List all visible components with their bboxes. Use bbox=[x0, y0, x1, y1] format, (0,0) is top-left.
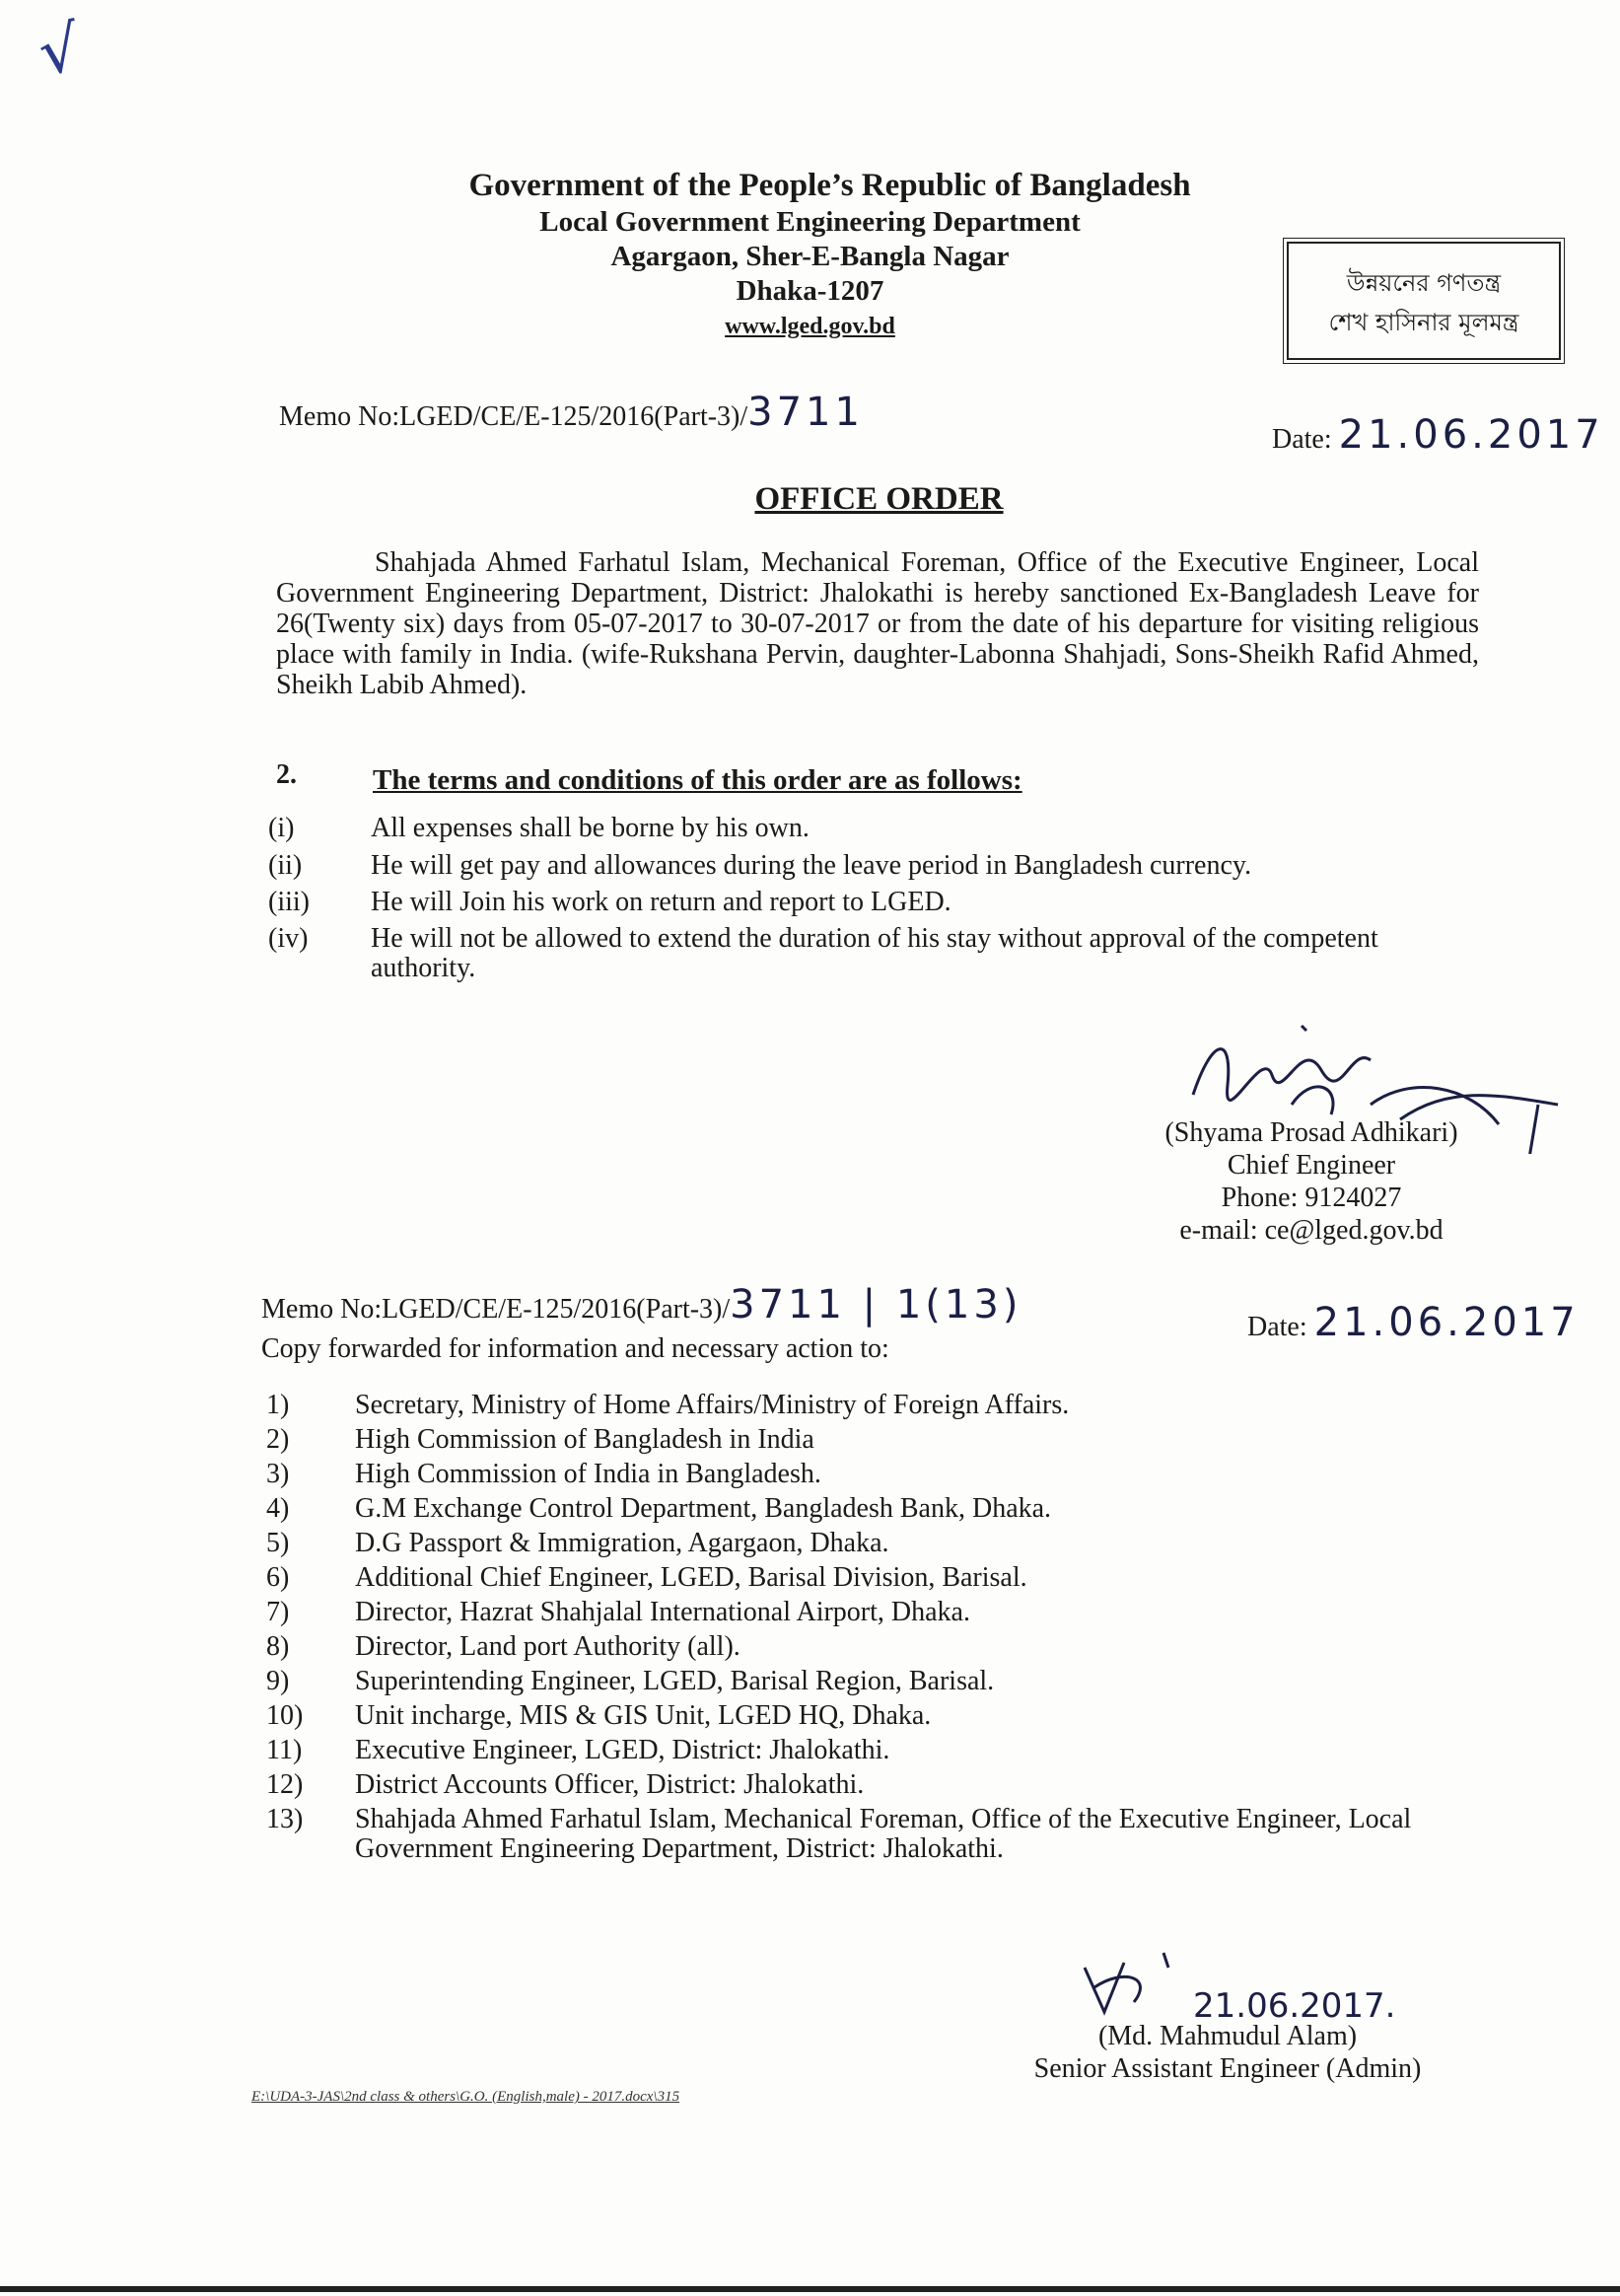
distribution-text: Director, Hazrat Shahjalal International Airport, Dhaka. bbox=[355, 1597, 970, 1627]
distribution-item bbox=[266, 1701, 1479, 1731]
signatory-2-designation: Senior Assistant Engineer (Admin) bbox=[1033, 2053, 1422, 2084]
distribution-text: High Commission of India in Bangladesh. bbox=[355, 1459, 821, 1489]
distribution-item bbox=[266, 1805, 1479, 1864]
distribution-number: 12) bbox=[266, 1769, 304, 1800]
distribution-item bbox=[266, 1667, 1479, 1696]
distribution-item bbox=[266, 1563, 1479, 1593]
letterhead-city: Dhaka-1207 bbox=[736, 275, 884, 307]
date-label: Date: bbox=[1272, 424, 1332, 455]
condition-number: (ii) bbox=[268, 850, 303, 881]
condition-text: All expenses shall be borne by his own. bbox=[371, 813, 810, 843]
distribution-text: Unit incharge, MIS & GIS Unit, LGED HQ, Dhaka. bbox=[355, 1700, 932, 1731]
distribution-item bbox=[266, 1770, 1479, 1800]
condition-number: (iv) bbox=[268, 923, 309, 954]
distribution-number: 7) bbox=[266, 1597, 290, 1627]
condition-number: (iii) bbox=[268, 887, 310, 917]
letterhead-address: Agargaon, Sher-E-Bangla Nagar bbox=[610, 241, 1010, 272]
distribution-number: 13) bbox=[266, 1804, 304, 1834]
distribution-number: 1) bbox=[266, 1390, 290, 1420]
document-title: OFFICE ORDER bbox=[754, 481, 1004, 517]
distribution-item bbox=[266, 1391, 1479, 1420]
distribution-item bbox=[266, 1460, 1479, 1489]
signatory-1-email: e-mail: ce@lged.gov.bd bbox=[1179, 1215, 1444, 1246]
distribution-item bbox=[266, 1598, 1479, 1627]
distribution-text: High Commission of Bangladesh in India bbox=[355, 1424, 814, 1455]
distribution-number: 10) bbox=[266, 1700, 304, 1731]
distribution-number: 5) bbox=[266, 1528, 290, 1558]
distribution-text: District Accounts Officer, District: Jhalokathi. bbox=[355, 1769, 865, 1800]
date-label: Date: bbox=[1247, 1312, 1307, 1342]
memo-prefix: Memo No:LGED/CE/E-125/2016(Part-3)/ bbox=[261, 1294, 731, 1325]
condition-item bbox=[268, 924, 1481, 983]
date-handwritten-value: 21.06.2017 bbox=[1313, 1300, 1580, 1345]
distribution-text: Secretary, Ministry of Home Affairs/Ministry of Foreign Affairs. bbox=[355, 1390, 1070, 1420]
distribution-item bbox=[266, 1425, 1479, 1455]
memo-handwritten-number: 3711 | 1(13) bbox=[730, 1282, 1022, 1327]
signatory-2-name: (Md. Mahmudul Alam) bbox=[1097, 2021, 1358, 2051]
signatory-1-block bbox=[1104, 1116, 1518, 1247]
signatory-1-designation: Chief Engineer bbox=[1227, 1150, 1396, 1181]
terms-number: 2. bbox=[276, 759, 297, 790]
distribution-item bbox=[266, 1736, 1479, 1765]
handwritten-corner-mark: √ bbox=[33, 12, 86, 91]
slogan-line-2: শেখ হাসিনার মূলমন্ত্র bbox=[1328, 309, 1519, 336]
slogan-line-1: উন্নয়নের গণতন্ত্র bbox=[1346, 269, 1502, 297]
copy-forwarded-line: Copy forwarded for information and necessary action to: bbox=[261, 1333, 889, 1364]
order-paragraph: Shahjada Ahmed Farhatul Islam, Mechanical Foreman, Office of the Executive Engineer, Local Government Engineering Department, District: Jhalokathi is hereby sanctioned Ex-Bangladesh Leave for 26(Twenty six) days from 05-07-2017 to 30-07-2017 or from the date of his departure for visiting religious place with family in India. (wife-Rukshana Pervin, daughter-Labonna Shahjadi, Sons-Sheikh Rafid Ahmed, Sheikh Labib Ahmed). bbox=[276, 547, 1479, 700]
distribution-text: Director, Land port Authority (all). bbox=[355, 1631, 740, 1662]
condition-number: (i) bbox=[268, 813, 295, 843]
memo-handwritten-number: 3711 bbox=[747, 390, 864, 435]
footer-file-path: E:\UDA-3-JAS\2nd class & others\G.O. (English,male) - 2017.docx\315 bbox=[251, 2089, 680, 2105]
distribution-text: Executive Engineer, LGED, District: Jhalokathi. bbox=[355, 1735, 890, 1765]
distribution-item bbox=[266, 1529, 1479, 1558]
memo-number-2 bbox=[261, 1282, 1021, 1327]
distribution-number: 9) bbox=[266, 1666, 290, 1696]
date-handwritten-value: 21.06.2017 bbox=[1338, 412, 1604, 458]
distribution-item bbox=[266, 1494, 1479, 1524]
distribution-item bbox=[266, 1632, 1479, 1662]
condition-item bbox=[268, 851, 1481, 881]
distribution-number: 2) bbox=[266, 1424, 290, 1455]
distribution-text: Superintending Engineer, LGED, Barisal Region, Barisal. bbox=[355, 1666, 995, 1696]
distribution-number: 4) bbox=[266, 1493, 290, 1524]
letterhead-department: Local Government Engineering Department bbox=[539, 206, 1081, 238]
slogan-box bbox=[1287, 242, 1561, 360]
memo-prefix: Memo No:LGED/CE/E-125/2016(Part-3)/ bbox=[279, 401, 748, 432]
distribution-text: Additional Chief Engineer, LGED, Barisal Division, Barisal. bbox=[355, 1562, 1027, 1593]
condition-text: He will get pay and allowances during the leave period in Bangladesh currency. bbox=[371, 850, 1252, 881]
signatory-1-name: (Shyama Prosad Adhikari) bbox=[1164, 1117, 1458, 1148]
condition-item bbox=[268, 814, 1481, 843]
signatory-1-phone: Phone: 9124027 bbox=[1221, 1183, 1402, 1213]
terms-heading: The terms and conditions of this order are as follows: bbox=[373, 764, 1022, 796]
scan-bottom-edge bbox=[0, 2286, 1620, 2292]
distribution-text: Shahjada Ahmed Farhatul Islam, Mechanical Foreman, Office of the Executive Engineer, Local Government Engineering Department, District: Jhalokathi. bbox=[355, 1804, 1412, 1864]
condition-text: He will Join his work on return and report to LGED. bbox=[371, 887, 951, 917]
distribution-number: 3) bbox=[266, 1459, 290, 1489]
distribution-number: 6) bbox=[266, 1562, 290, 1593]
signature-handwritten-date: 21.06.2017. bbox=[1193, 1986, 1396, 2026]
memo-date-1 bbox=[1272, 412, 1604, 458]
signatory-2-block bbox=[986, 2020, 1469, 2085]
distribution-text: D.G Passport & Immigration, Agargaon, Dhaka. bbox=[355, 1528, 889, 1558]
condition-text: He will not be allowed to extend the duration of his stay without approval of the competent authority. bbox=[371, 923, 1378, 983]
distribution-text: G.M Exchange Control Department, Bangladesh Bank, Dhaka. bbox=[355, 1493, 1052, 1524]
distribution-number: 8) bbox=[266, 1631, 290, 1662]
memo-date-2 bbox=[1247, 1300, 1580, 1345]
distribution-number: 11) bbox=[266, 1735, 303, 1765]
memo-number-1 bbox=[279, 390, 864, 435]
letterhead-website: www.lged.gov.bd bbox=[725, 314, 895, 339]
condition-item bbox=[268, 888, 1481, 917]
letterhead-government: Government of the People’s Republic of Bangladesh bbox=[468, 168, 1191, 203]
